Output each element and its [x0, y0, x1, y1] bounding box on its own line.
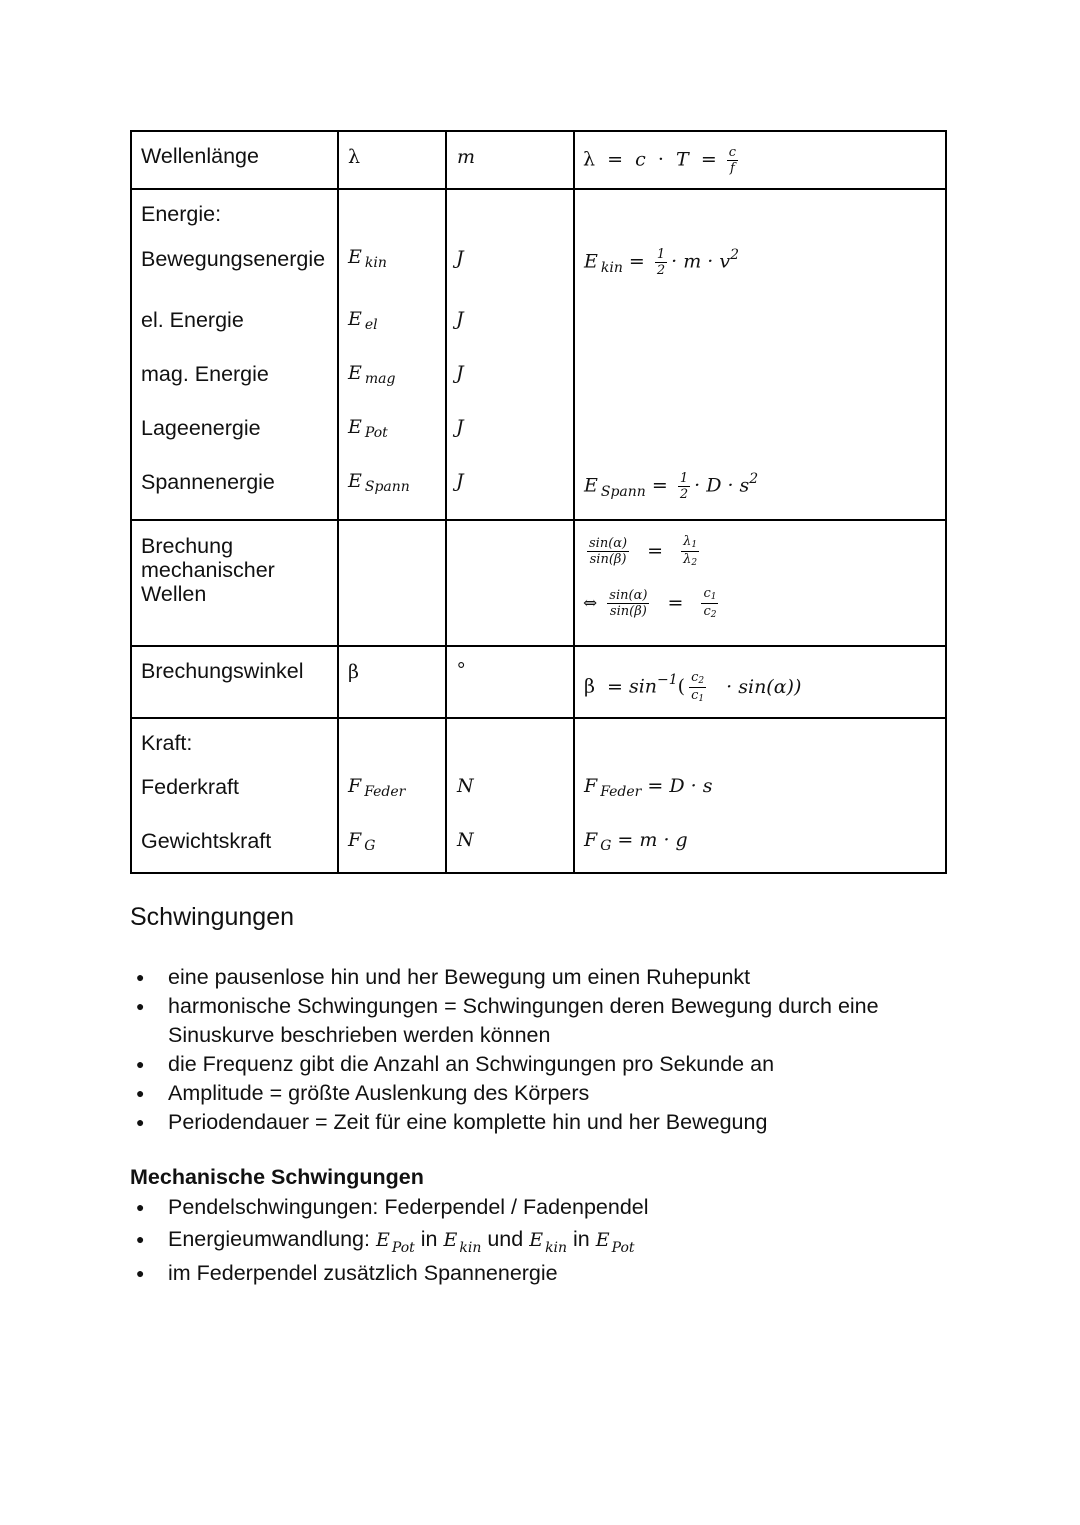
quantity-label: Federkraft — [141, 775, 239, 799]
unit: J — [456, 416, 464, 438]
symbol: β — [348, 661, 359, 683]
formula-table — [130, 130, 947, 874]
quantity-label: Gewichtskraft — [141, 829, 272, 853]
quantity-cell — [131, 718, 338, 873]
symbol-cell — [338, 520, 446, 646]
quantity-cell — [131, 646, 338, 718]
quantity-label: Wellen — [141, 582, 207, 606]
unit: J — [456, 247, 464, 269]
refraction-formula-speed: ⇔ $\frac{\sin(\alpha)}{\sin(\beta)}$ = $\frac{c_1}{c_2}$ — [583, 586, 717, 620]
quantity-label: mechanischer — [141, 558, 275, 582]
unit-cell — [446, 520, 574, 646]
quantity-label: el. Energie — [141, 308, 244, 332]
quantity-label: Brechung — [141, 534, 234, 558]
unit-cell — [446, 718, 574, 873]
mechanische-list — [136, 1193, 936, 1288]
formula-cell — [574, 520, 946, 646]
table-row — [131, 189, 946, 520]
formula-cell — [574, 189, 946, 520]
unit: N — [457, 775, 474, 797]
unit: J — [456, 470, 464, 492]
quantity-cell — [131, 520, 338, 646]
section-title-mechanische: Mechanische Schwingungen — [130, 1165, 424, 1189]
list-item: ● harmonische Schwingungen = Schwingungen deren Bewegung durch eine Sinuskurve beschrieben werden können — [136, 992, 896, 1050]
refraction-angle-formula: $\beta = \sin^{-1}$( $\frac{c_2}{c_1}$ · sin(α)) — [584, 670, 802, 704]
formula-cell — [574, 131, 946, 189]
unit: ° — [457, 659, 466, 682]
table-row — [131, 646, 946, 718]
list-item: ● Periodendauer = Zeit für eine komplette hin und her Bewegung — [136, 1108, 896, 1137]
quantity-label: Brechungswinkel — [141, 659, 304, 683]
table-row — [131, 520, 946, 646]
quantity-label: Wellenlänge — [141, 144, 259, 168]
weight-force-formula: F $_G$ = m · g — [584, 829, 688, 854]
refraction-formula-lambda: $\frac{\sin(\alpha)}{\sin(\beta)}$ = $\frac{\lambda_1}{\lambda_2}$ — [589, 534, 698, 568]
quantity-label: Bewegungsenergie — [141, 247, 326, 271]
table-row — [131, 131, 946, 189]
symbol: F $_G$ — [348, 829, 376, 854]
unit: m — [457, 146, 476, 168]
unit-cell — [446, 646, 574, 718]
symbol: F $_{Feder}$ — [348, 775, 406, 800]
unit: J — [456, 362, 464, 384]
formula-cell — [574, 646, 946, 718]
symbol-cell — [338, 189, 446, 520]
quantity-cell — [131, 131, 338, 189]
formula-cell — [574, 718, 946, 873]
table-row — [131, 718, 946, 873]
section-heading: Kraft: — [141, 731, 193, 755]
kinetic-energy-formula: E $_{kin}$ = $\frac{1}{2}$ · $m \cdot v^2$ — [584, 246, 740, 278]
list-item: ● Energieumwandlung: E $_{Pot}$ in E $_{kin}$ und E $_{kin}$ in E $_{Pot}$ — [136, 1222, 936, 1259]
symbol-cell — [338, 646, 446, 718]
list-item: ● die Frequenz gibt die Anzahl an Schwingungen pro Sekunde an — [136, 1050, 896, 1079]
symbol-cell — [338, 718, 446, 873]
symbol: E $_{kin}$ — [348, 246, 387, 271]
spring-force-formula: F $_{Feder}$ = D · s — [584, 775, 713, 800]
unit-cell — [446, 131, 574, 189]
quantity-label: mag. Energie — [141, 362, 269, 386]
symbol: E $_{Pot}$ — [348, 416, 388, 441]
list-item: ● im Federpendel zusätzlich Spannenergie — [136, 1259, 936, 1288]
section-title-schwingungen: Schwingungen — [130, 903, 295, 931]
unit: J — [456, 308, 464, 330]
section-heading: Energie: — [141, 202, 222, 226]
spring-energy-formula: E $_{Spann}$ = $\frac{1}{2}$ · $D \cdot s^2$ — [584, 470, 759, 502]
unit-cell — [446, 189, 574, 520]
list-item: ● Pendelschwingungen: Federpendel / Fadenpendel — [136, 1193, 936, 1222]
symbol: λ — [348, 146, 361, 168]
schwingungen-list — [136, 963, 896, 1137]
quantity-label: Spannenergie — [141, 470, 275, 494]
quantity-cell — [131, 189, 338, 520]
wavelength-formula: λ = c · T = $\frac{c}{f}$ — [583, 145, 737, 176]
list-item: ● Amplitude = größte Auslenkung des Körpers — [136, 1079, 896, 1108]
unit: N — [457, 829, 474, 851]
symbol: E $_{Spann}$ — [348, 470, 410, 495]
quantity-label: Lageenergie — [141, 416, 261, 440]
symbol: E $_{mag}$ — [348, 362, 396, 387]
list-item: ● eine pausenlose hin und her Bewegung um einen Ruhepunkt — [136, 963, 896, 992]
symbol: E $_{el}$ — [348, 308, 378, 333]
symbol-cell — [338, 131, 446, 189]
